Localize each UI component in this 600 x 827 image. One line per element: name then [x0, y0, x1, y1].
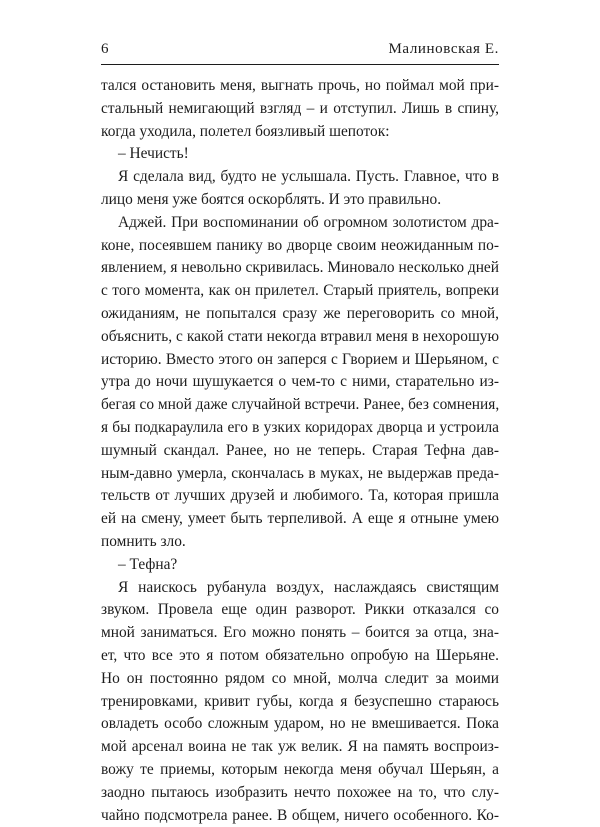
text-line: ожиданиям, не попытался сразу же переговорить со мной,: [101, 303, 499, 326]
text-line: объяснить, с какой стати некогда втравил меня в нехорошую: [101, 326, 499, 349]
text-line: Аджей. При воспоминании об огромном золотистом дра-: [101, 212, 499, 235]
text-line: ным-давно умерла, скончалась в муках, не выдержав преда-: [101, 463, 499, 486]
text-line: утра до ночи шушукается о чем-то с ними, старательно из-: [101, 371, 499, 394]
text-line: лицо меня уже боятся оскорблять. И это правильно.: [101, 189, 499, 212]
text-line: явлением, я невольно скривилась. Миновало несколько дней: [101, 257, 499, 280]
text-line: историю. Вместо этого он заперся с Гворием и Шерьяном, с: [101, 349, 499, 372]
body-text: [101, 75, 499, 827]
text-line: – Нечисть!: [101, 143, 499, 166]
text-line: с того момента, как он прилетел. Старый приятель, вопреки: [101, 280, 499, 303]
text-line: заодно пытаюсь изобразить нечто похожее на то, что слу-: [101, 782, 499, 805]
header-rule: [101, 64, 499, 65]
text-line: тренировками, кривит губы, когда я безуспешно стараюсь: [101, 691, 499, 714]
text-line: коне, посеявшем панику во дворце своим неожиданным по-: [101, 235, 499, 258]
text-line: ет, что все это я потом обязательно опробую на Шерьяне.: [101, 645, 499, 668]
text-line: бегая со мной даже случайной встречи. Ранее, без сомнения,: [101, 394, 499, 417]
text-line: тельств от лучших друзей и любимого. Та, которая пришла: [101, 485, 499, 508]
running-header: [101, 39, 499, 59]
text-line: овладеть особо сложным ударом, но не вмешивается. Пока: [101, 713, 499, 736]
text-line: – Тефна?: [101, 554, 499, 577]
page-number: 6: [101, 39, 109, 59]
text-line: мой арсенал воина не так уж велик. Я на память воспроиз-: [101, 736, 499, 759]
text-line: Я сделала вид, будто не услышала. Пусть. Главное, что в: [101, 166, 499, 189]
running-head-author: Малиновская Е.: [389, 39, 500, 59]
text-line: Но он постоянно рядом со мной, молча следит за моими: [101, 668, 499, 691]
text-line: ей на смену, умеет быть терпеливой. А еще я отныне умею: [101, 508, 499, 531]
text-line: Я наискось рубанула воздух, наслаждаясь свистящим: [101, 577, 499, 600]
text-line: шумный скандал. Ранее, но не теперь. Старая Тефна дав-: [101, 440, 499, 463]
text-line: мной заниматься. Его можно понять – боится за отца, зна-: [101, 622, 499, 645]
text-line: тался остановить меня, выгнать прочь, но поймал мой при-: [101, 75, 499, 98]
text-line: стальный немигающий взгляд – и отступил. Лишь в спину,: [101, 98, 499, 121]
text-line: когда уходила, полетел боязливый шепоток:: [101, 121, 499, 144]
text-line: помнить зло.: [101, 531, 499, 554]
text-line: вожу те приемы, которым некогда меня обучал Шерьян, а: [101, 759, 499, 782]
text-line: чайно подсмотрела ранее. В общем, ничего особенного. Ко-: [101, 805, 499, 827]
text-line: я бы подкараулила его в узких коридорах дворца и устроила: [101, 417, 499, 440]
text-line: звуком. Провела еще один разворот. Рикки отказался со: [101, 599, 499, 622]
